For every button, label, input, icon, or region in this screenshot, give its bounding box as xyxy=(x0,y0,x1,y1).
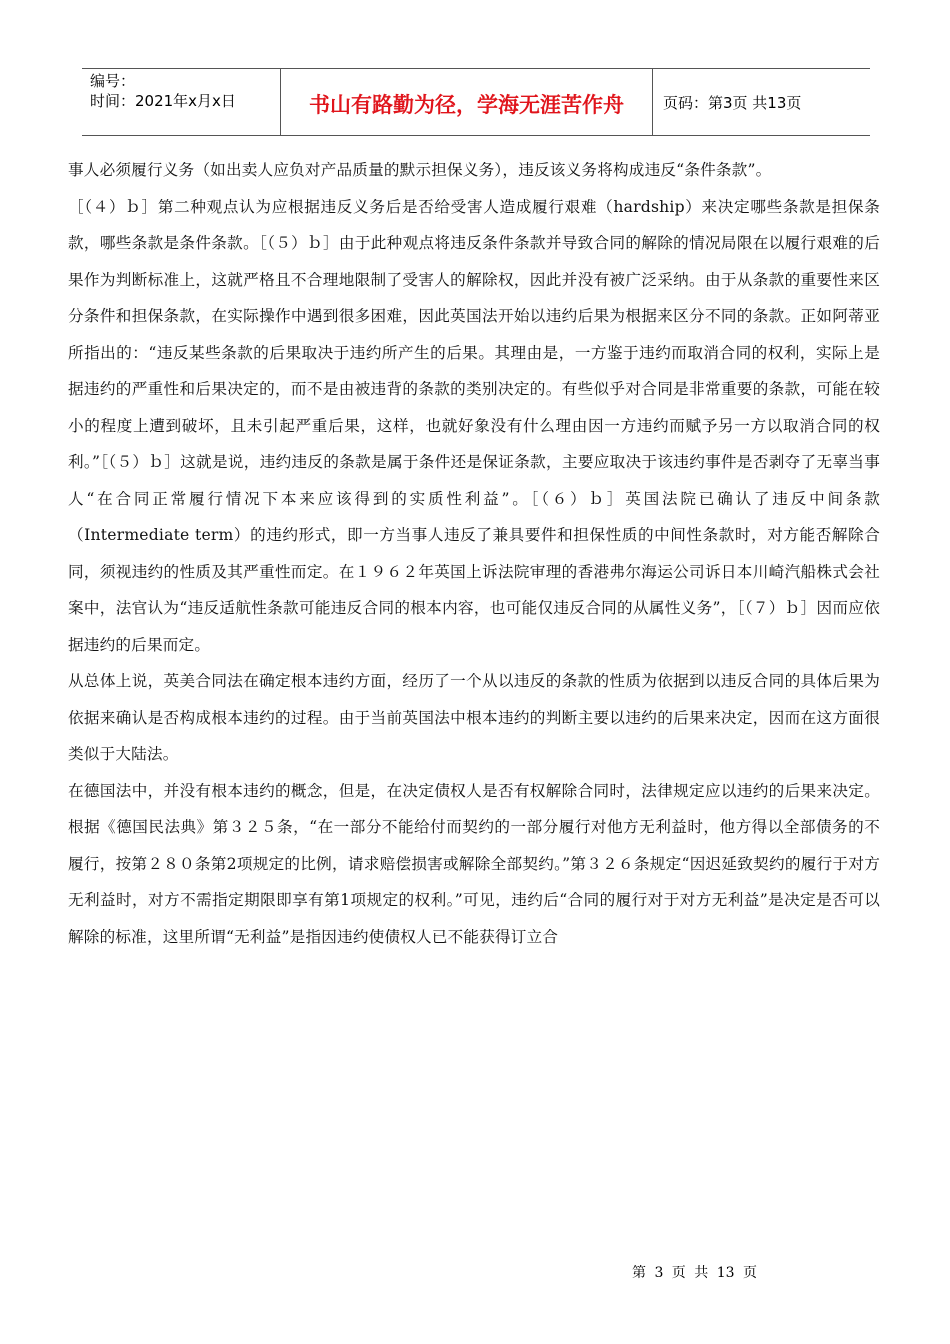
document-body xyxy=(68,152,880,955)
paragraph: 事人必须履行义务（如出卖人应负对产品质量的默示担保义务），违反该义务将构成违反“条件条款”。 xyxy=(68,161,772,179)
page-header xyxy=(82,68,870,136)
header-info-cell xyxy=(82,69,281,135)
number-label: 编号： xyxy=(90,72,136,90)
page-footer: 第 3 页 共 13 页 xyxy=(632,1265,757,1281)
header-page-info: 页码：第3页 共13页 xyxy=(663,93,802,112)
paragraph: 在德国法中，并没有根本违约的概念，但是，在决定债权人是否有权解除合同时，法律规定应以违约的后果来决定。根据《德国民法典》第３２５条，“在一部分不能给付而契约的一部分履行对他方无利益时，他方得以全部债务的不履行，按第２８０条第2项规定的比例，请求赔偿损害或解除全部契约。”第３２６条规定“因迟延致契约的履行于对方无利益时，对方不需指定期限即享有第1项规定的权利。”可见，违约后“合同的履行对于对方无利益”是决定是否可以解除的标准，这里所谓“无利益”是指因违约使债权人已不能获得订立合 xyxy=(68,781,880,946)
time-label: 时间：2021年x月x日 xyxy=(90,92,236,110)
header-motto: 书山有路勤为径，学海无涯苦作舟 xyxy=(281,69,653,135)
paragraph: 从总体上说，英美合同法在确定根本违约方面，经历了一个从以违反的条款的性质为依据到以违反合同的具体后果为依据来确认是否构成根本违约的过程。由于当前英国法中根本违约的判断主要以违约的后果来决定，因而在这方面很类似于大陆法。 xyxy=(68,672,880,763)
paragraph: ［（４）ｂ］第二种观点认为应根据违反义务后是否给受害人造成履行艰难（hardship）来决定哪些条款是担保条款，哪些条款是条件条款。［（５）ｂ］由于此种观点将违反条件条款并导致合同的解除的情况局限在以履行艰难的后果作为判断标准上，这就严格且不合理地限制了受害人的解除权，因此并没有被广泛采纳。由于从条款的重要性来区分条件和担保条款，在实际操作中遇到很多困难，因此英国法开始以违约后果为根据来区分不同的条款。正如阿蒂亚所指出的：“违反某些条款的后果取决于违约所产生的后果。其理由是，一方鉴于违约而取消合同的权利，实际上是据违约的严重性和后果决定的，而不是由被违背的条款的类别决定的。有些似乎对合同是非常重要的条款，可能在较小的程度上遭到破坏，且未引起严重后果，这样，也就好象没有什么理由因一方违约而赋予另一方以取消合同的权利。”［（５）ｂ］这就是说，违约违反的条款是属于条件还是保证条款，主要应取决于该违约事件是否剥夺了无辜当事人“在合同正常履行情况下本来应该得到的实质性利益”。［（６）ｂ］英国法院已确认了违反中间条款（Intermediate term）的违约形式，即一方当事人违反了兼具要件和担保性质的中间性条款时，对方能否解除合同，须视违约的性质及其严重性而定。在１９６２年英国上诉法院审理的香港弗尔海运公司诉日本川崎汽船株式会社案中，法官认为“违反适航性条款可能违反合同的根本内容，也可能仅违反合同的从属性义务”，［（７）ｂ］因而应依据违约的后果而定。 xyxy=(68,197,880,654)
